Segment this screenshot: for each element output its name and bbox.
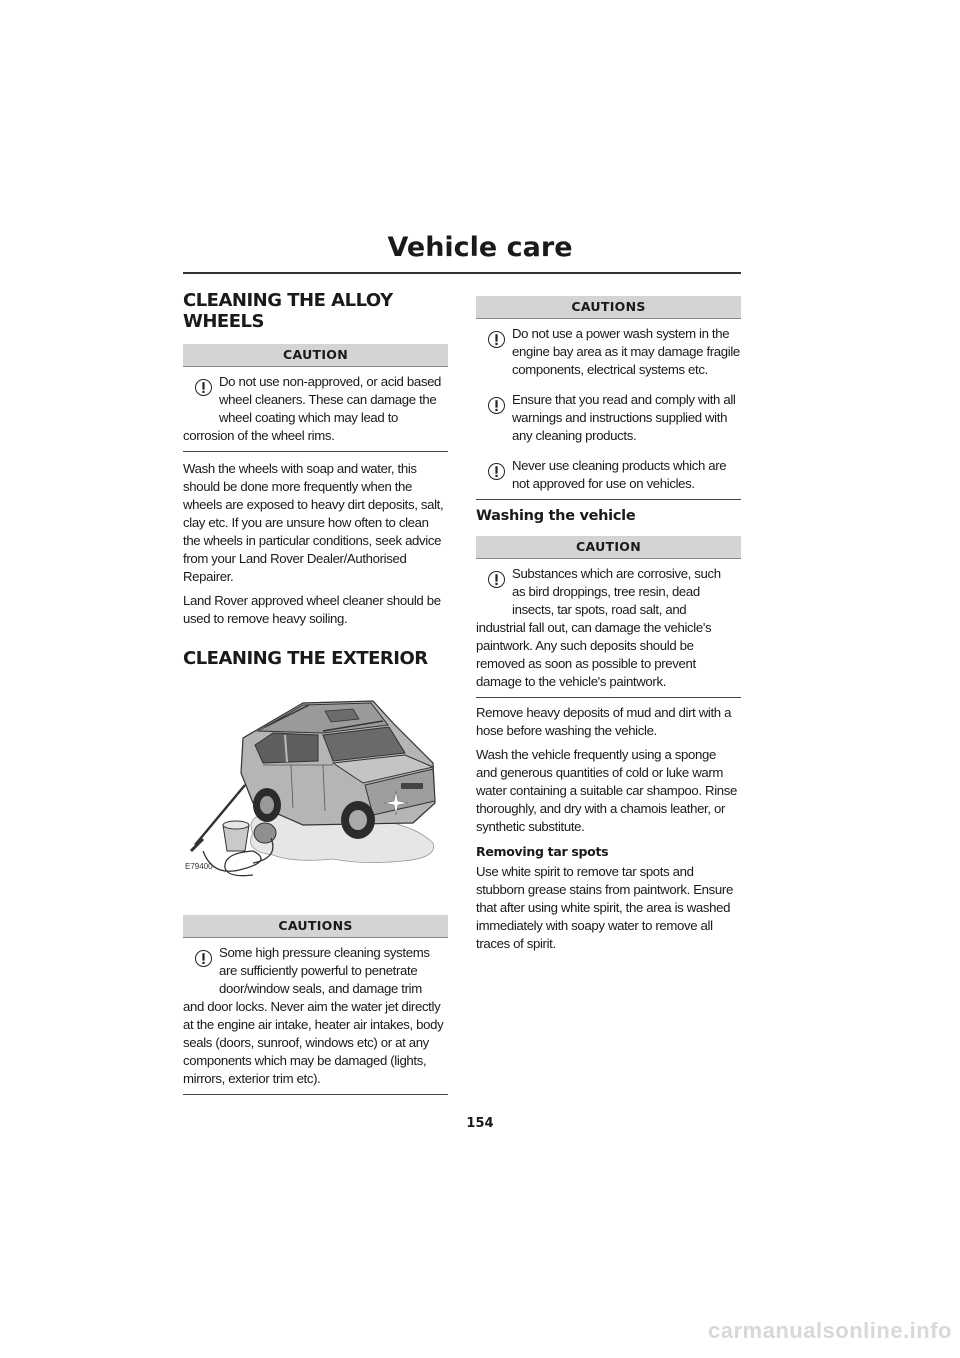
paragraph-wash-wheels <box>183 460 448 586</box>
warning-icon <box>488 397 505 414</box>
text-line: Land Rover approved wheel cleaner should be <box>183 593 441 608</box>
caution-line: any cleaning products. <box>512 428 637 443</box>
text-line: hose before washing the vehicle. <box>476 723 657 738</box>
left-column <box>183 290 448 1095</box>
caution-heading: CAUTION <box>476 536 741 559</box>
section-heading-exterior: CLEANING THE EXTERIOR <box>183 648 428 669</box>
text-line: Repairer. <box>183 569 234 584</box>
caution-line: as bird droppings, tree resin, dead <box>512 584 700 599</box>
text-line: synthetic substitute. <box>476 819 585 834</box>
text-line: used to remove heavy soiling. <box>183 611 348 626</box>
caution-line: Do not use non-approved, or acid based <box>219 374 442 389</box>
caution-line: seals (doors, sunroof, windows etc) or at any <box>183 1035 429 1050</box>
caution-line: engine bay area as it may damage fragile <box>512 344 740 359</box>
caution-line: Do not use a power wash system in the <box>512 326 730 341</box>
caution-line: and door locks. Never aim the water jet directly <box>183 999 441 1014</box>
car-washing-illustration <box>183 683 448 883</box>
subsection-heading-washing: Washing the vehicle <box>476 508 636 524</box>
text-line: clay etc. If you are unsure how often to clean <box>183 515 429 530</box>
paragraph-wash-frequently <box>476 746 741 836</box>
caution-heading: CAUTION <box>183 344 448 367</box>
caution-line: industrial fall out, can damage the vehicle's <box>476 620 712 635</box>
subsection-heading-tar-spots: Removing tar spots <box>476 844 609 859</box>
warning-icon <box>195 379 212 396</box>
caution-heading: CAUTIONS <box>183 915 448 938</box>
text-line: Wash the wheels with soap and water, this <box>183 461 417 476</box>
text-line: Use white spirit to remove tar spots and <box>476 864 694 879</box>
caution-line: Substances which are corrosive, such <box>512 566 721 581</box>
right-column <box>476 296 741 953</box>
caution-line: damage to the vehicle's paintwork. <box>476 674 667 689</box>
figure-id: E79400 <box>185 862 213 871</box>
caution-line: mirrors, exterior trim etc). <box>183 1071 321 1086</box>
caution-line: door/window seals, and damage trim <box>219 981 422 996</box>
car-illustration <box>183 683 448 883</box>
watermark: carmanualsonline.info <box>708 1318 952 1343</box>
text-line: wheels are exposed to heavy dirt deposits, salt, <box>183 497 444 512</box>
text-line: Wash the vehicle frequently using a sponge <box>476 747 716 762</box>
text-line: immediately with soapy water to remove all <box>476 918 713 933</box>
text-line: thoroughly, and dry with a chamois leather, or <box>476 801 726 816</box>
caution-line: not approved for use on vehicles. <box>512 476 695 491</box>
paragraph-wheel-cleaner <box>183 592 448 628</box>
caution-item <box>476 559 741 697</box>
caution-box-corrosive <box>476 536 741 698</box>
title-divider <box>183 272 741 274</box>
warning-icon <box>488 571 505 588</box>
caution-item <box>476 451 741 499</box>
text-line: from your Land Rover Dealer/Authorised <box>183 551 407 566</box>
text-line: should be done more frequently when the <box>183 479 413 494</box>
caution-line: Ensure that you read and comply with all <box>512 392 736 407</box>
caution-line: wheel cleaners. These can damage the <box>219 392 437 407</box>
text-line: and generous quantities of cold or luke warm <box>476 765 724 780</box>
text-line: water containing a suitable car shampoo. Rinse <box>476 783 737 798</box>
text-line: stubborn grease stains from paintwork. Ensure <box>476 882 733 897</box>
caution-line: removed as soon as possible to prevent <box>476 656 696 671</box>
caution-line: insects, tar spots, road salt, and <box>512 602 687 617</box>
page-title: Vehicle care <box>387 232 573 263</box>
paragraph-tar-spots <box>476 863 741 953</box>
caution-item <box>183 367 448 451</box>
caution-line: paintwork. Any such deposits should be <box>476 638 694 653</box>
caution-line: Never use cleaning products which are <box>512 458 727 473</box>
caution-line: warnings and instructions supplied with <box>512 410 728 425</box>
caution-item <box>183 938 448 1094</box>
paragraph-remove-mud <box>476 704 741 740</box>
text-line: traces of spirit. <box>476 936 556 951</box>
warning-icon <box>488 463 505 480</box>
warning-icon <box>488 331 505 348</box>
caution-line: corrosion of the wheel rims. <box>183 428 335 443</box>
page-number: 154 <box>466 1116 494 1131</box>
caution-line: are sufficiently powerful to penetrate <box>219 963 418 978</box>
caution-line: Some high pressure cleaning systems <box>219 945 430 960</box>
caution-box-alloy <box>183 344 448 452</box>
caution-line: at the engine air intake, heater air intakes, body <box>183 1017 444 1032</box>
caution-heading: CAUTIONS <box>476 296 741 319</box>
caution-item <box>476 319 741 385</box>
text-line: the wheels in particular conditions, seek advice <box>183 533 442 548</box>
caution-item <box>476 385 741 451</box>
text-line: that after using white spirit, the area is washed <box>476 900 731 915</box>
warning-icon <box>195 950 212 967</box>
caution-box-pressure <box>183 915 448 1095</box>
caution-line: components, electrical systems etc. <box>512 362 708 377</box>
caution-box-general <box>476 296 741 500</box>
caution-line: wheel coating which may lead to <box>219 410 399 425</box>
caution-line: components which may be damaged (lights, <box>183 1053 427 1068</box>
section-heading-alloy-wheels: CLEANING THE ALLOY WHEELS <box>183 290 393 332</box>
text-line: Remove heavy deposits of mud and dirt with a <box>476 705 732 720</box>
